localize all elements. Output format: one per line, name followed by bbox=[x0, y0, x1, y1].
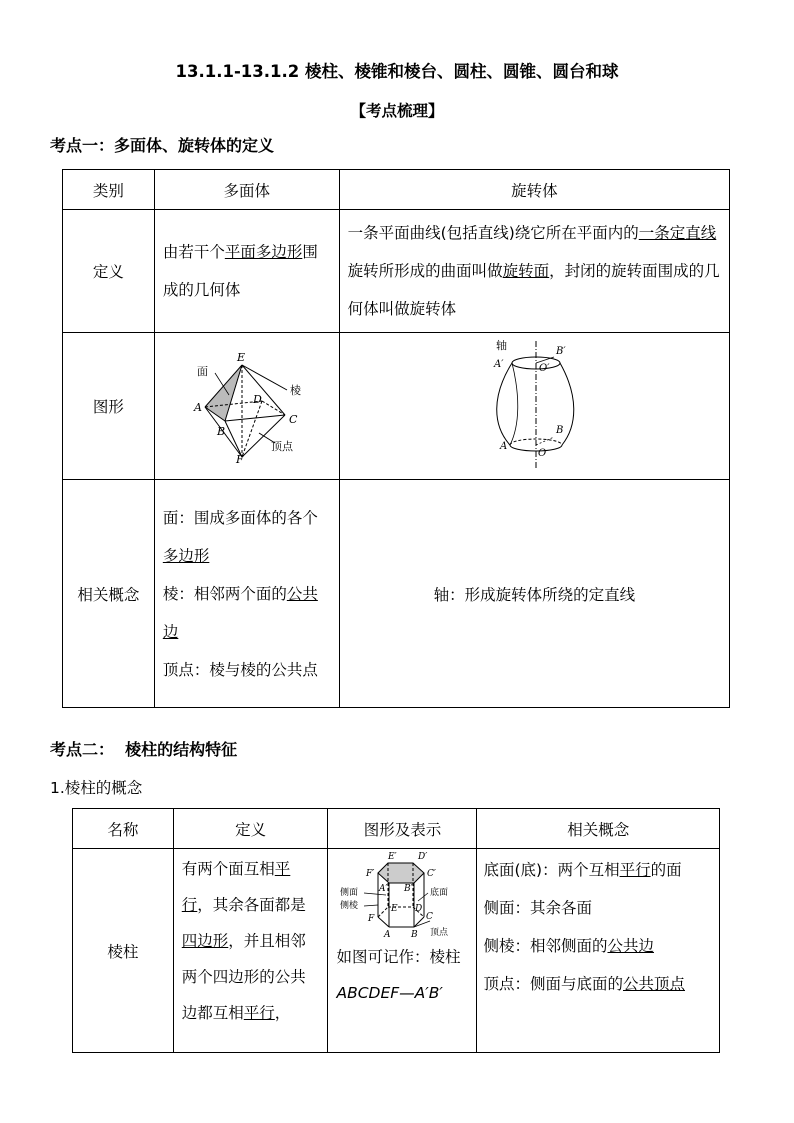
label-vertex: 顶点 bbox=[270, 440, 293, 453]
hexagonal-prism-figure bbox=[328, 849, 476, 939]
prism-definition: 有两个面互相平行，其余各面都是四边形，并且相邻两个四边形的公共边都互相平行， bbox=[173, 849, 328, 1053]
prism-figure-caption: 如图可记作：棱柱 bbox=[336, 948, 461, 966]
label-edge: 棱 bbox=[289, 384, 301, 397]
prism-table bbox=[72, 808, 720, 1053]
header-polyhedron: 多面体 bbox=[154, 170, 339, 210]
label-A-prime: A′ bbox=[494, 359, 504, 370]
label-side-edge: 侧棱 bbox=[340, 901, 359, 911]
header-name: 名称 bbox=[73, 809, 174, 849]
label-base: 底面 bbox=[430, 888, 449, 898]
header-concepts: 相关概念 bbox=[477, 809, 720, 849]
label-C-prime: C′ bbox=[427, 869, 437, 879]
label-C: C bbox=[288, 413, 298, 426]
label-A: A bbox=[384, 930, 391, 939]
polyhedron-definition: 由若干个平面多边形围成的几何体 bbox=[154, 210, 339, 333]
label-axis: 轴 bbox=[496, 339, 508, 352]
label-A: A bbox=[193, 401, 202, 414]
row-label-figure: 图形 bbox=[63, 333, 155, 480]
label-E-prime: E′ bbox=[388, 852, 398, 862]
label-F-prime: F′ bbox=[366, 869, 375, 879]
label-F: F bbox=[368, 914, 375, 924]
prism-figure-cell bbox=[328, 849, 477, 1053]
label-D-prime: D′ bbox=[418, 852, 428, 862]
section1-heading: 考点一：多面体、旋转体的定义 bbox=[50, 136, 275, 155]
label-vertex: 顶点 bbox=[430, 928, 449, 938]
label-C: C bbox=[426, 912, 434, 922]
polyhedron-figure-cell bbox=[154, 333, 339, 480]
rotation-definition: 一条平面曲线(包括直线)绕它所在平面内的一条定直线旋转所形成的曲面叫做旋转面，封闭的旋转面围成的几何体叫做旋转体 bbox=[339, 210, 729, 333]
barrel-figure bbox=[474, 335, 594, 473]
row-label-concepts: 相关概念 bbox=[63, 480, 155, 708]
label-O-prime: O′ bbox=[539, 363, 550, 374]
header-category: 类别 bbox=[63, 170, 155, 210]
rotation-figure-cell bbox=[339, 333, 729, 480]
label-B: B bbox=[216, 425, 225, 438]
header-rotation-body: 旋转体 bbox=[339, 170, 729, 210]
label-B: B bbox=[556, 425, 564, 436]
label-O: O bbox=[538, 448, 547, 459]
label-B-prime: B′ bbox=[404, 884, 414, 894]
label-A: A bbox=[500, 441, 508, 452]
section2-subheading: 1.棱柱的概念 bbox=[50, 779, 143, 797]
label-B: B bbox=[411, 930, 419, 939]
label-E: E bbox=[236, 351, 245, 364]
label-D: D bbox=[252, 393, 262, 406]
label-side-face: 侧面 bbox=[340, 888, 359, 898]
rotation-concepts: 轴：形成旋转体所绕的定直线 bbox=[339, 480, 729, 708]
label-B-prime: B′ bbox=[556, 346, 566, 357]
header-figure: 图形及表示 bbox=[328, 809, 477, 849]
prism-concepts: 底面(底)：两个互相平行的面 侧面：其余各面 侧棱：相邻侧面的公共边 顶点：侧面与底面的公共顶点 bbox=[477, 849, 720, 1053]
section2-heading: 考点二： 棱柱的结构特征 bbox=[50, 740, 238, 759]
label-E: E bbox=[391, 904, 399, 914]
label-A-prime: A′ bbox=[379, 884, 389, 894]
polyhedron-concepts: 面：围成多面体的各个多边形 棱：相邻两个面的公共边 顶点：棱与棱的公共点 bbox=[154, 480, 339, 708]
row-label-definition: 定义 bbox=[63, 210, 155, 333]
header-definition: 定义 bbox=[173, 809, 328, 849]
page-subtitle: 【考点梳理】 bbox=[350, 102, 444, 120]
octahedron-figure bbox=[187, 345, 307, 463]
page-title: 13.1.1-13.1.2 棱柱、棱锥和棱台、圆柱、圆锥、圆台和球 bbox=[175, 62, 619, 81]
label-face: 面 bbox=[196, 365, 208, 378]
prism-notation: ABCDEF—A′B′ bbox=[336, 984, 443, 1002]
label-F: F bbox=[235, 453, 244, 463]
polyhedron-rotation-table bbox=[62, 169, 730, 708]
label-D: D bbox=[415, 904, 423, 914]
prism-name: 棱柱 bbox=[73, 849, 174, 1053]
